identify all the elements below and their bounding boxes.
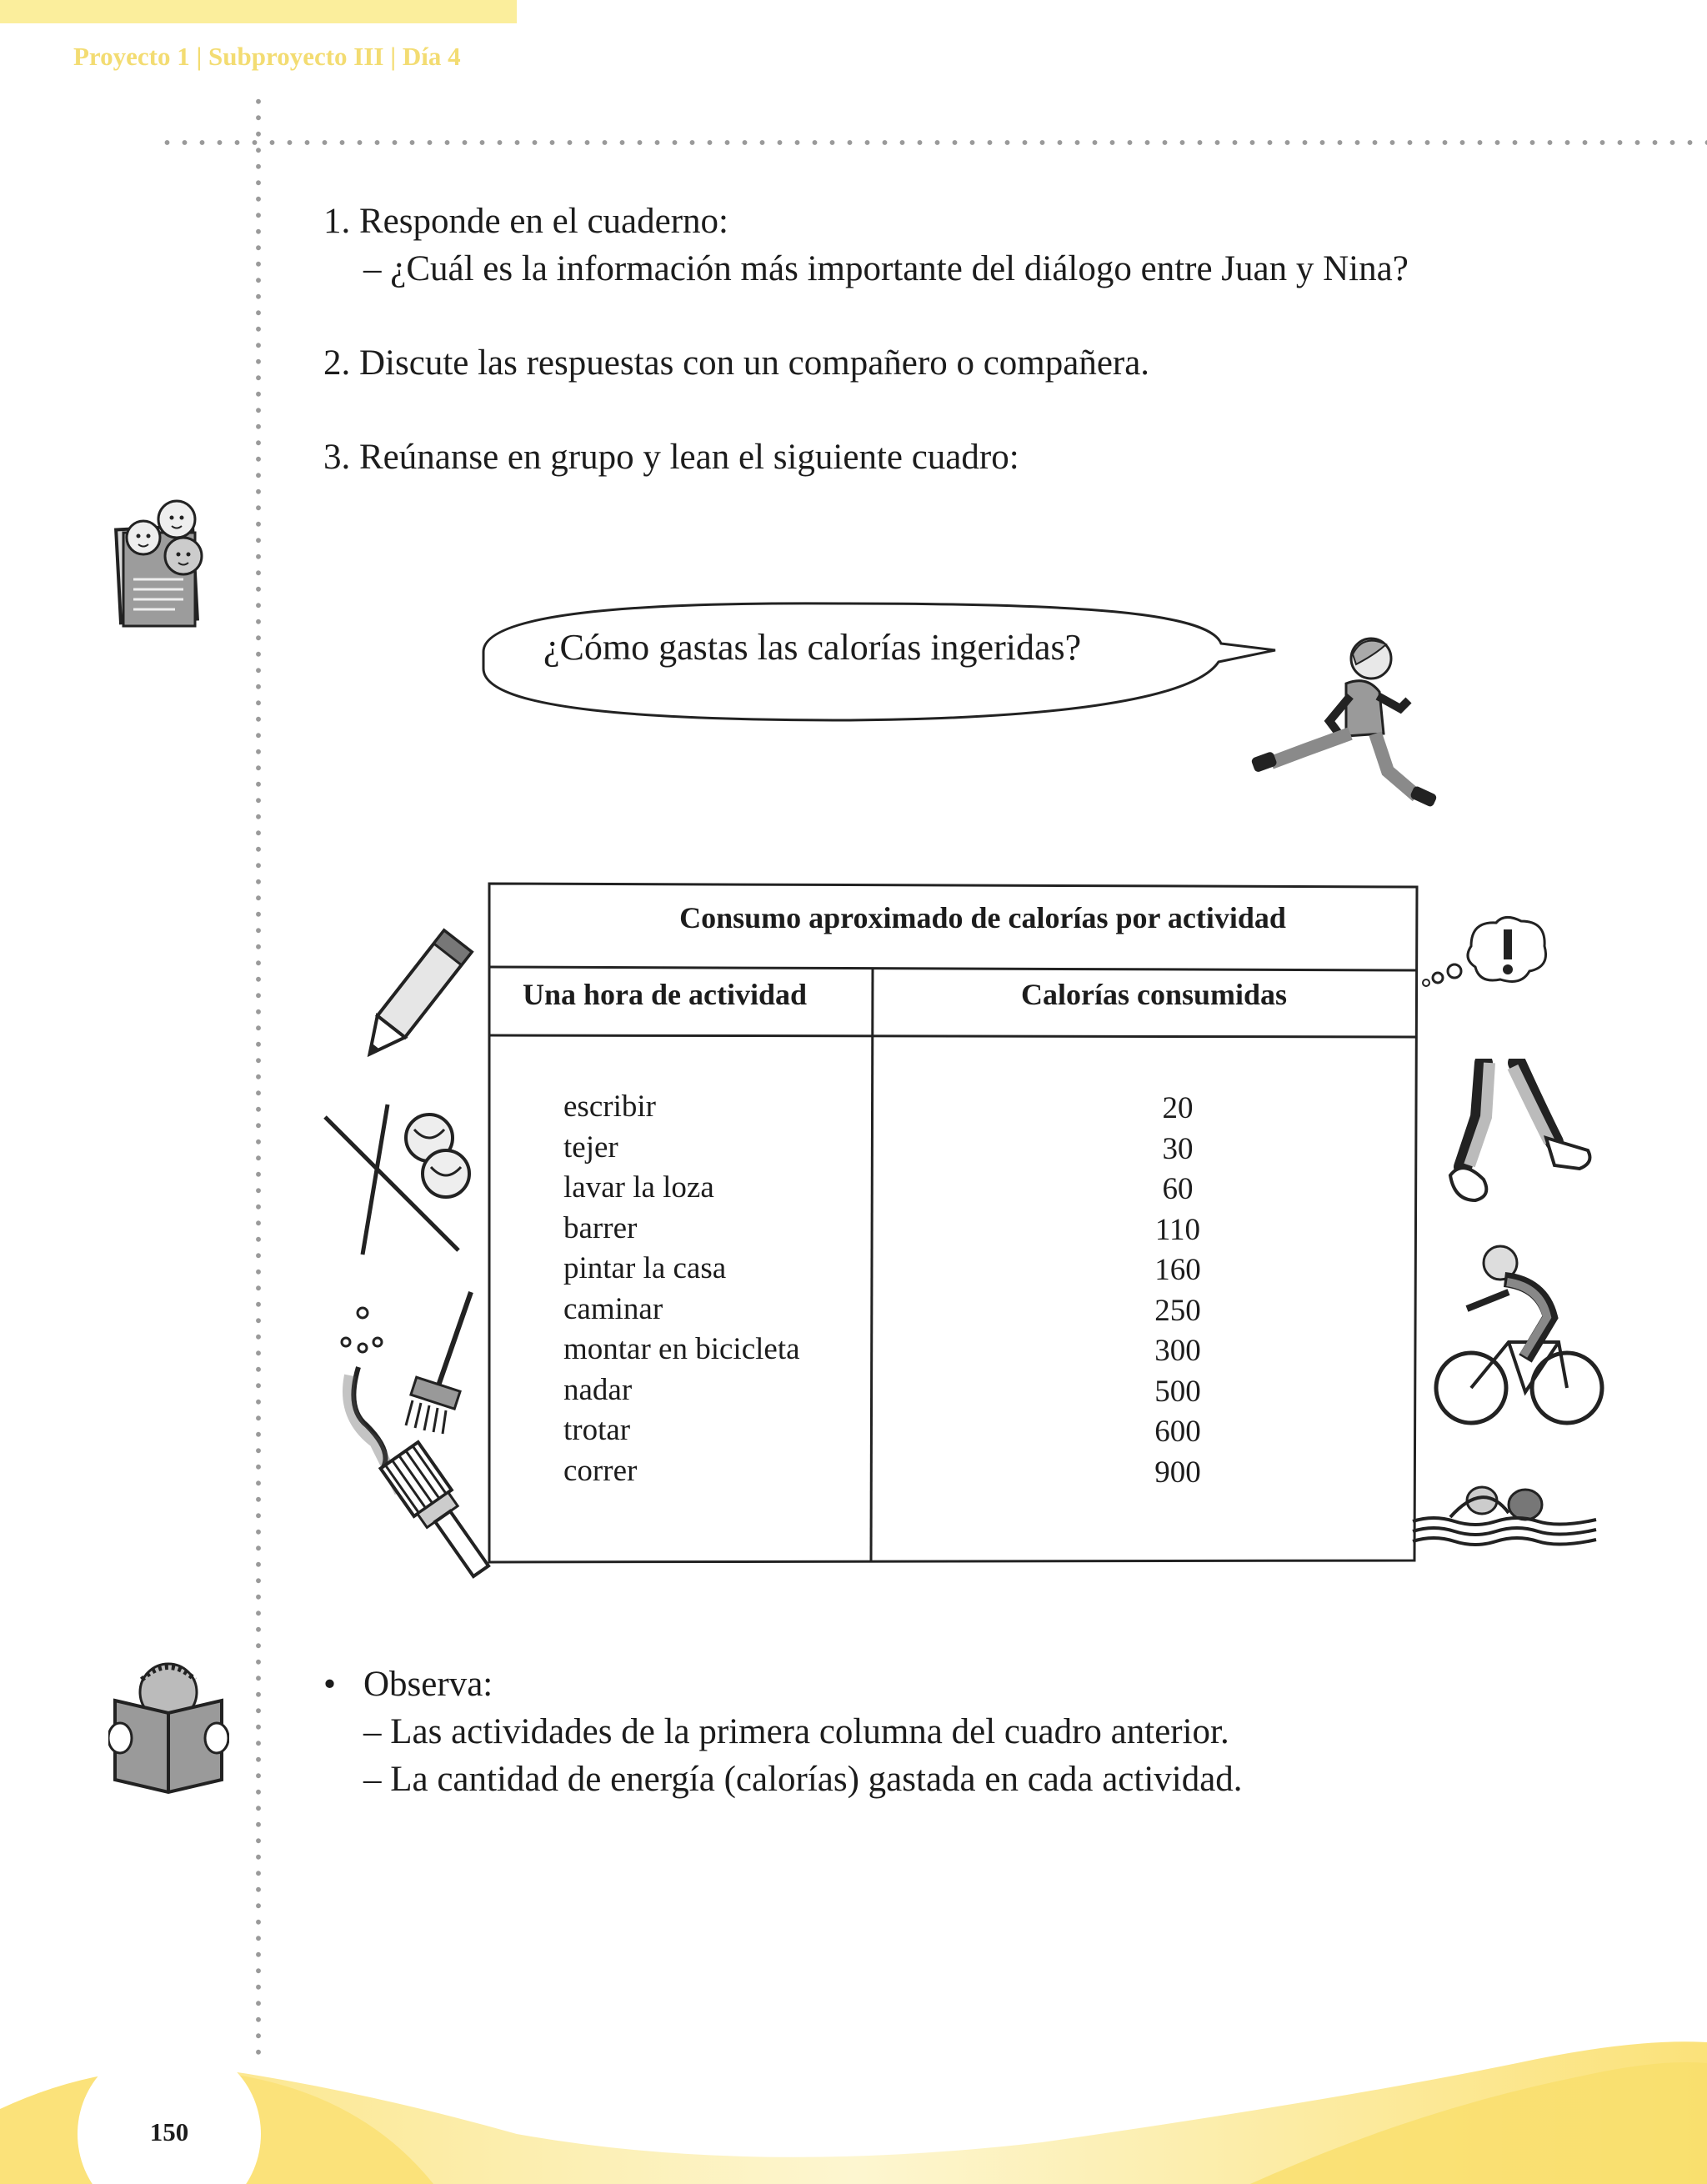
observe-label: Observa: (363, 1665, 493, 1704)
reading-icon (108, 1655, 229, 1796)
instruction-1: 1. Responde en el cuaderno: (323, 202, 728, 241)
table-cell-activity: nadar (563, 1372, 633, 1407)
table-cell-calories: 500 (1154, 1374, 1201, 1409)
table-cell-activity: montar en bicicleta (563, 1332, 800, 1366)
cyclist-illustration (1434, 1234, 1609, 1438)
column-header-calories: Calorías consumidas (1021, 978, 1288, 1011)
table-cell-calories: 600 (1154, 1415, 1201, 1449)
calories-column (1149, 1089, 1207, 1493)
paintbrush-illustration (342, 1359, 496, 1584)
table-cell-activity: pintar la casa (563, 1251, 727, 1285)
runner-illustration (1246, 629, 1446, 817)
column-header-activity: Una hora de actividad (523, 978, 808, 1011)
table-cell-calories: 20 (1162, 1091, 1194, 1125)
breadcrumb: Proyecto 1 | Subproyecto III | Día 4 (73, 42, 461, 71)
instruction-2: 2. Discute las respuestas con un compañero o compañera. (323, 343, 1150, 383)
observe-item-1: – Las actividades de la primera columna del cuadro anterior. (363, 1712, 1229, 1751)
pencil-illustration (350, 925, 475, 1071)
instruction-3: 3. Reúnanse en grupo y lean el siguiente cuadro: (323, 438, 1019, 477)
table-cell-activity: lavar la loza (563, 1170, 714, 1205)
table-cell-calories: 300 (1154, 1334, 1201, 1368)
instruction-1-sub: – ¿Cuál es la información más importante del diálogo entre Juan y Nina? (363, 249, 1409, 288)
table-cell-activity: escribir (563, 1089, 656, 1124)
table-cell-calories: 250 (1154, 1293, 1201, 1328)
activity-column (563, 1087, 800, 1491)
walking-legs-illustration (1446, 1059, 1600, 1205)
table-cell-calories: 30 (1162, 1131, 1194, 1166)
observe-bullet: • (323, 1665, 337, 1704)
group-work-icon (108, 488, 229, 638)
table-cell-calories: 160 (1154, 1253, 1201, 1287)
swimmer-illustration (1409, 1471, 1600, 1555)
observe-item-2: – La cantidad de energía (calorías) gastada en cada actividad. (363, 1760, 1243, 1799)
table-cell-calories: 110 (1154, 1212, 1201, 1247)
table-cell-activity: tejer (563, 1130, 618, 1165)
table-cell-activity: barrer (563, 1210, 638, 1245)
vertical-dotted-rule (256, 93, 261, 2061)
page-number: 150 (149, 2117, 189, 2146)
table-title: Consumo aproximado de calorías por actividad (679, 901, 1286, 934)
table-cell-calories: 60 (1162, 1172, 1194, 1206)
thought-bubble-icon (1421, 913, 1550, 992)
table-cell-activity: correr (563, 1453, 638, 1488)
speech-bubble-text: ¿Cómo gastas las calorías ingeridas? (543, 627, 1082, 668)
horizontal-dotted-rule (158, 140, 1707, 145)
table-cell-activity: trotar (563, 1413, 631, 1447)
knitting-illustration (321, 1100, 483, 1259)
footer-wave (0, 2017, 1707, 2184)
table-cell-activity: caminar (563, 1291, 663, 1326)
header-band (0, 0, 517, 23)
table-cell-calories: 900 (1154, 1455, 1201, 1490)
